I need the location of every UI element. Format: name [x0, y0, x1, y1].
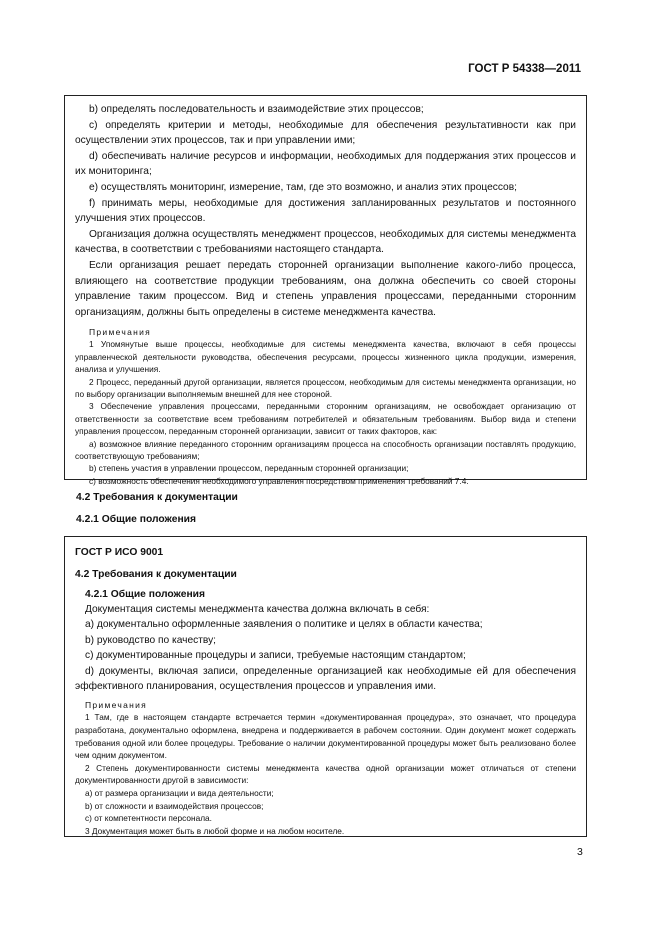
box2-note-2: 2 Степень документированности системы менеджмента качества одной организации может отличаться от степени документированности другой в зависимости: — [75, 762, 576, 786]
note-3-item-a: a) возможное влияние переданного сторонним организациям процесса на способность организации поставлять продукцию, соответствующую требованиям; — [75, 438, 576, 461]
paragraph-management: Организация должна осуществлять менеджмент процессов, необходимых для системы менеджмента качества, в соответствии с требованиями настоящего стандарта. — [75, 228, 576, 256]
doc-list-item-a: a) документально оформленные заявления о политике и целях в области качества; — [85, 619, 483, 631]
box2-note-2-item-b: b) от сложности и взаимодействия процессов; — [85, 800, 264, 811]
box2-note-1: 1 Там, где в настоящем стандарте встречается термин «документированная процедура», это означает, что процедура разработана, документально оформлена, внедрена и поддерживается в рабочем состоянии. Один документ может содержать требования одной или более процедуры. Требование о наличии документированной процедуры может быть реализовано более чем одним документом. — [75, 712, 576, 761]
box2-note-2-item-c: c) от компетентности персонала. — [85, 813, 212, 824]
note-1: 1 Упомянутые выше процессы, необходимые для системы менеджмента качества, включают в себя процессы управленческой деятельности руководства, обеспечения ресурсами, процессы жизненного цикла продукции, измерения, анализа и улучшения. — [75, 339, 576, 375]
doc-list-item-d: d) документы, включая записи, определенные организацией как необходимые ей для обеспечения эффективного планирования, осуществления процессов и управления ими. — [75, 665, 576, 693]
excerpt-box-process-management — [64, 95, 587, 486]
excerpt-box-iso-9001 — [64, 536, 587, 837]
list-item-e: e) осуществлять мониторинг, измерение, там, где это возможно, и анализ этих процессов; — [89, 181, 517, 193]
section-heading-4-2: 4.2 Требования к документации — [76, 492, 238, 503]
list-item-b: b) определять последовательность и взаимодействие этих процессов; — [89, 104, 424, 115]
paragraph-outsourcing: Если организация решает передать сторонней организации выполнение какого-либо процесса, влияющего на соответствие продукции требованиям, она должна обеспечить со своей стороны управление таким процессом. Вид и степень управления процессами, переданными сторонним организациям, должны быть определены в системе менеджмента качества. — [75, 259, 576, 318]
note-2: 2 Процесс, переданный другой организации, является процессом, необходимым для системы менеджмента организации, но по выбору организации выполняемым внешней для нее стороной. — [75, 376, 576, 399]
notes-heading: Примечания — [89, 327, 152, 338]
document-header: ГОСТ Р 54338—2011 — [468, 63, 581, 75]
doc-list-item-b: b) руководство по качеству; — [85, 634, 216, 646]
note-3: 3 Обеспечение управления процессами, переданными сторонним организациям, не освобождает организацию от ответственности за соответствие всем требованиям потребителей и обязательным требованиям. Выбор вида и степени управления процессом, переданным сторонней организации, зависит от таких факторов, как: — [75, 401, 576, 437]
box2-notes-heading: Примечания — [85, 700, 148, 711]
box2-note-2-item-a: a) от размера организации и вида деятельности; — [85, 788, 274, 798]
box-heading-4-2-1: 4.2.1 Общие положения — [85, 589, 205, 600]
standard-title: ГОСТ Р ИСО 9001 — [75, 547, 164, 558]
list-item-c: c) определять критерии и методы, необходимые для обеспечения результативности как при осуществлении этих процессов, так и при управлении ими; — [75, 119, 576, 147]
box2-note-3: 3 Документация может быть в любой форме и на любом носителе. — [85, 825, 345, 836]
list-item-f: f) принимать меры, необходимые для достижения запланированных результатов и постоянного улучшения этих процессов. — [75, 197, 576, 225]
note-3-item-c: c) возможность обеспечения необходимого управления посредством применения требований 7.4. — [89, 475, 469, 486]
doc-list-item-c: c) документированные процедуры и записи, требуемые настоящим стандартом; — [85, 650, 466, 662]
page-number: 3 — [577, 846, 583, 858]
section-heading-4-2-1: 4.2.1 Общие положения — [76, 514, 196, 525]
note-3-item-b: b) степень участия в управлении процессом, переданным сторонней организации; — [89, 463, 409, 474]
box-heading-4-2: 4.2 Требования к документации — [75, 569, 237, 580]
list-item-d: d) обеспечивать наличие ресурсов и информации, необходимых для поддержания этих процессов и их мониторинга; — [75, 150, 576, 178]
documentation-intro: Документация системы менеджмента качества должна включать в себя: — [85, 604, 430, 615]
